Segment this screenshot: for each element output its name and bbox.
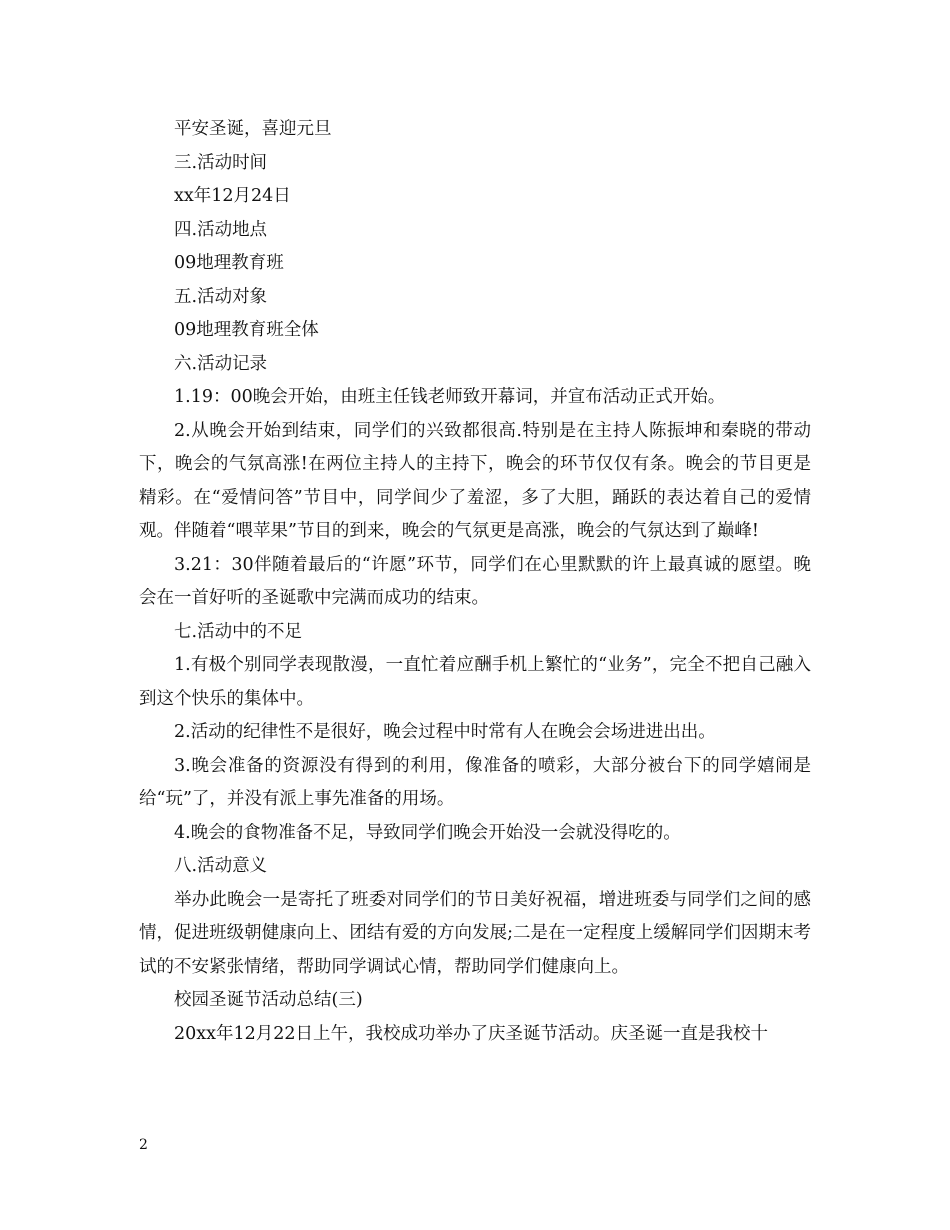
record-item-2: 2.从晚会开始到结束，同学们的兴致都很高.特别是在主持人陈振坤和秦晓的带动下，晚会的气氛高涨!在两位主持人的主持下，晚会的环节仅仅有条。晚会的节目更是精彩。在“爱情问答”节目中，同学间少了羞涩，多了大胆，踊跃的表达着自己的爱情观。伴随着“喂苹果”节目的到来，晚会的气氛更是高涨，晚会的气氛达到了巅峰! — [139, 420, 811, 541]
theme-line: 平安圣诞，喜迎元旦 — [174, 119, 332, 139]
document-body — [139, 113, 811, 1051]
record-item-1: 1.19：00晚会开始，由班主任钱老师致开幕词，并宣布活动正式开始。 — [174, 387, 726, 407]
section-heading-audience: 五.活动对象 — [174, 286, 268, 307]
page-number: 2 — [139, 1137, 148, 1153]
meaning-paragraph: 举办此晚会一是寄托了班委对同学们的节日美好祝福，增进班委与同学们之间的感情，促进班级朝健康向上、团结有爱的方向发展;二是在一定程度上缓解同学们因期末考试的不安紧张情绪，帮助同学调试心情，帮助同学们健康向上。 — [139, 889, 811, 977]
section-heading-meaning: 八.活动意义 — [174, 856, 268, 876]
section-heading-time: 三.活动时间 — [174, 152, 268, 173]
section-heading-record: 六.活动记录 — [174, 353, 268, 374]
shortcoming-item-3: 3.晚会准备的资源没有得到的利用，像准备的喷彩，大部分被台下的同学嬉闹是给“玩”了，并没有派上事先准备的用场。 — [139, 755, 811, 809]
shortcoming-item-1: 1.有极个别同学表现散漫，一直忙着应酬手机上繁忙的“业务”，完全不把自己融入到这个快乐的集体中。 — [139, 655, 811, 709]
activity-date: xx年12月24日 — [174, 186, 291, 206]
section-heading-location: 四.活动地点 — [174, 219, 268, 240]
summary-3-intro: 20xx年12月22日上午，我校成功举办了庆圣诞节活动。庆圣诞一直是我校十 — [174, 1023, 769, 1044]
section-heading-shortcomings: 七.活动中的不足 — [174, 621, 303, 642]
activity-audience: 09地理教育班全体 — [174, 320, 319, 340]
shortcoming-item-4: 4.晚会的食物准备不足，导致同学们晚会开始没一会就没得吃的。 — [174, 822, 681, 843]
summary-title-3: 校园圣诞节活动总结(三) — [174, 990, 363, 1010]
record-item-3: 3.21：30伴随着最后的“许愿”环节，同学们在心里默默的许上最真诚的愿望。晚会在一首好听的圣诞歌中完满而成功的结束。 — [139, 554, 811, 608]
activity-location: 09地理教育班 — [174, 253, 284, 273]
shortcoming-item-2: 2.活动的纪律性不是很好，晚会过程中时常有人在晚会会场进进出出。 — [174, 722, 716, 742]
